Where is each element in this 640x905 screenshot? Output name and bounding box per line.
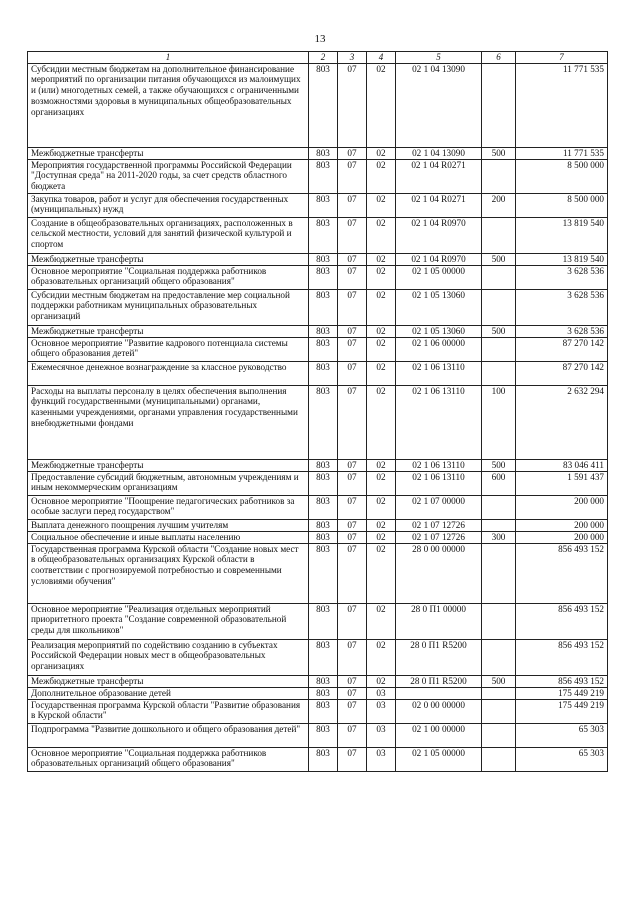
code-cell: 07 <box>338 217 367 253</box>
code-cell: 02 <box>367 63 396 147</box>
code-cell <box>482 337 516 361</box>
row-name-cell: Основное мероприятие "Поощрение педагогических работников за особые заслуги перед государством" <box>28 495 309 519</box>
row-name-cell: Социальное обеспечение и иные выплаты населению <box>28 531 309 543</box>
code-cell: 07 <box>338 531 367 543</box>
code-cell: 803 <box>309 253 338 265</box>
code-cell: 02 1 04 13090 <box>396 147 482 159</box>
code-cell: 02 <box>367 519 396 531</box>
code-cell <box>482 289 516 325</box>
amount-cell: 65 303 <box>516 747 608 771</box>
code-cell: 803 <box>309 603 338 639</box>
code-cell: 02 1 00 00000 <box>396 723 482 747</box>
amount-cell: 175 449 219 <box>516 699 608 723</box>
code-cell: 03 <box>367 723 396 747</box>
amount-cell: 856 493 152 <box>516 639 608 675</box>
amount-cell: 11 771 535 <box>516 147 608 159</box>
code-cell: 803 <box>309 459 338 471</box>
amount-cell: 8 500 000 <box>516 193 608 217</box>
code-cell: 03 <box>367 699 396 723</box>
amount-cell: 13 819 540 <box>516 253 608 265</box>
amount-cell: 83 046 411 <box>516 459 608 471</box>
code-cell: 02 <box>367 265 396 289</box>
code-cell: 02 1 05 00000 <box>396 747 482 771</box>
code-cell: 02 1 07 12726 <box>396 519 482 531</box>
code-cell: 803 <box>309 361 338 385</box>
table-row <box>28 495 608 519</box>
code-cell: 02 <box>367 253 396 265</box>
code-cell: 803 <box>309 147 338 159</box>
code-cell: 500 <box>482 253 516 265</box>
row-name-cell: Субсидии местным бюджетам на предоставление мер социальной поддержки работникам муниципальных образовательных организаций <box>28 289 309 325</box>
code-cell: 02 1 06 13110 <box>396 471 482 495</box>
row-name-cell: Основное мероприятие "Реализация отдельных мероприятий приоритетного проекта "Создание современной образовательной среды для школьников" <box>28 603 309 639</box>
code-cell: 02 <box>367 337 396 361</box>
row-name-cell: Межбюджетные трансферты <box>28 253 309 265</box>
code-cell <box>482 543 516 603</box>
code-cell: 02 1 05 13060 <box>396 289 482 325</box>
code-cell: 803 <box>309 495 338 519</box>
row-name-cell: Межбюджетные трансферты <box>28 147 309 159</box>
amount-cell: 3 628 536 <box>516 289 608 325</box>
code-cell: 02 <box>367 531 396 543</box>
row-name-cell: Государственная программа Курской области "Развитие образования в Курской области" <box>28 699 309 723</box>
amount-cell: 200 000 <box>516 495 608 519</box>
amount-cell: 3 628 536 <box>516 265 608 289</box>
code-cell: 02 0 00 00000 <box>396 699 482 723</box>
code-cell: 803 <box>309 543 338 603</box>
amount-cell: 2 632 294 <box>516 385 608 459</box>
code-cell: 02 <box>367 639 396 675</box>
code-cell <box>482 519 516 531</box>
row-name-cell: Выплата денежного поощрения лучшим учителям <box>28 519 309 531</box>
code-cell: 500 <box>482 325 516 337</box>
code-cell: 803 <box>309 193 338 217</box>
code-cell: 600 <box>482 471 516 495</box>
table-row <box>28 459 608 471</box>
code-cell: 02 <box>367 361 396 385</box>
code-cell: 02 <box>367 325 396 337</box>
code-cell: 07 <box>338 361 367 385</box>
code-cell: 02 <box>367 603 396 639</box>
code-cell: 100 <box>482 385 516 459</box>
code-cell: 02 <box>367 159 396 193</box>
code-cell <box>482 723 516 747</box>
table-row <box>28 471 608 495</box>
code-cell <box>482 687 516 699</box>
header-row <box>28 52 608 64</box>
code-cell: 803 <box>309 699 338 723</box>
code-cell: 02 1 04 13090 <box>396 63 482 147</box>
table-row <box>28 265 608 289</box>
table-row <box>28 687 608 699</box>
amount-cell: 1 591 437 <box>516 471 608 495</box>
code-cell: 07 <box>338 687 367 699</box>
code-cell: 03 <box>367 747 396 771</box>
row-name-cell: Межбюджетные трансферты <box>28 325 309 337</box>
code-cell: 02 <box>367 217 396 253</box>
code-cell: 07 <box>338 747 367 771</box>
row-name-cell: Межбюджетные трансферты <box>28 459 309 471</box>
code-cell: 803 <box>309 687 338 699</box>
code-cell: 02 1 06 13110 <box>396 459 482 471</box>
code-cell: 500 <box>482 147 516 159</box>
code-cell: 803 <box>309 675 338 687</box>
table-row <box>28 193 608 217</box>
amount-cell: 65 303 <box>516 723 608 747</box>
code-cell <box>482 63 516 147</box>
code-cell: 07 <box>338 159 367 193</box>
code-cell: 07 <box>338 723 367 747</box>
row-name-cell: Закупка товаров, работ и услуг для обеспечения государственных (муниципальных) нужд <box>28 193 309 217</box>
amount-cell: 13 819 540 <box>516 217 608 253</box>
code-cell: 28 0 00 00000 <box>396 543 482 603</box>
column-header: 5 <box>396 52 482 64</box>
code-cell: 803 <box>309 385 338 459</box>
code-cell: 02 <box>367 495 396 519</box>
code-cell: 02 1 06 13110 <box>396 361 482 385</box>
code-cell: 803 <box>309 519 338 531</box>
code-cell: 803 <box>309 63 338 147</box>
code-cell: 803 <box>309 289 338 325</box>
row-name-cell: Государственная программа Курской области "Создание новых мест в общеобразовательных организациях Курской области в соответствии с прогнозируемой потребностью и современными условиями обучения" <box>28 543 309 603</box>
table-row <box>28 639 608 675</box>
code-cell: 07 <box>338 519 367 531</box>
code-cell: 803 <box>309 325 338 337</box>
column-header: 2 <box>309 52 338 64</box>
row-name-cell: Основное мероприятие "Социальная поддержка работников образовательных организаций общего образования" <box>28 265 309 289</box>
row-name-cell: Субсидии местным бюджетам на дополнительное финансирование мероприятий по организации питания обучающихся из малоимущих и (или) многодетных семей, а также обучающихся с ограниченными возможностями здоровья в муниципальных общеобразовательных организациях <box>28 63 309 147</box>
amount-cell: 175 449 219 <box>516 687 608 699</box>
code-cell: 02 1 04 R0271 <box>396 159 482 193</box>
code-cell: 02 1 07 00000 <box>396 495 482 519</box>
table-row <box>28 385 608 459</box>
code-cell <box>482 699 516 723</box>
amount-cell: 856 493 152 <box>516 543 608 603</box>
code-cell: 200 <box>482 193 516 217</box>
table-row <box>28 723 608 747</box>
code-cell: 07 <box>338 253 367 265</box>
code-cell: 02 1 05 13060 <box>396 325 482 337</box>
table-row <box>28 147 608 159</box>
row-name-cell: Дополнительное образование детей <box>28 687 309 699</box>
code-cell <box>482 603 516 639</box>
code-cell: 07 <box>338 147 367 159</box>
code-cell <box>482 265 516 289</box>
code-cell: 07 <box>338 639 367 675</box>
table-row <box>28 337 608 361</box>
code-cell: 02 <box>367 147 396 159</box>
amount-cell: 87 270 142 <box>516 337 608 361</box>
column-header: 4 <box>367 52 396 64</box>
table-row <box>28 159 608 193</box>
code-cell: 07 <box>338 459 367 471</box>
code-cell: 07 <box>338 543 367 603</box>
code-cell: 28 0 П1 R5200 <box>396 639 482 675</box>
amount-cell: 200 000 <box>516 519 608 531</box>
code-cell: 07 <box>338 289 367 325</box>
code-cell: 02 1 04 R0970 <box>396 253 482 265</box>
code-cell: 07 <box>338 337 367 361</box>
table-row <box>28 531 608 543</box>
code-cell: 803 <box>309 265 338 289</box>
row-name-cell: Мероприятия государственной программы Российской Федерации "Доступная среда" на 2011-2020 годы, за счет средств областного бюджета <box>28 159 309 193</box>
table-row <box>28 289 608 325</box>
code-cell: 803 <box>309 217 338 253</box>
code-cell <box>482 217 516 253</box>
code-cell: 07 <box>338 385 367 459</box>
code-cell <box>482 361 516 385</box>
code-cell: 803 <box>309 723 338 747</box>
page-number: 13 <box>314 33 326 45</box>
code-cell: 07 <box>338 265 367 289</box>
row-name-cell: Межбюджетные трансферты <box>28 675 309 687</box>
code-cell: 02 <box>367 193 396 217</box>
code-cell: 28 0 П1 R5200 <box>396 675 482 687</box>
table-row <box>28 63 608 147</box>
code-cell: 02 <box>367 543 396 603</box>
column-header: 7 <box>516 52 608 64</box>
amount-cell: 200 000 <box>516 531 608 543</box>
code-cell: 500 <box>482 675 516 687</box>
table-row <box>28 253 608 265</box>
row-name-cell: Создание в общеобразовательных организациях, расположенных в сельской местности, условий для занятий физической культурой и спортом <box>28 217 309 253</box>
table-row <box>28 519 608 531</box>
code-cell: 07 <box>338 63 367 147</box>
amount-cell: 8 500 000 <box>516 159 608 193</box>
code-cell <box>396 687 482 699</box>
code-cell: 28 0 П1 00000 <box>396 603 482 639</box>
code-cell: 803 <box>309 159 338 193</box>
amount-cell: 11 771 535 <box>516 63 608 147</box>
code-cell: 02 <box>367 471 396 495</box>
code-cell: 02 <box>367 289 396 325</box>
code-cell: 803 <box>309 337 338 361</box>
table-row <box>28 747 608 771</box>
code-cell: 07 <box>338 325 367 337</box>
row-name-cell: Основное мероприятие "Социальная поддержка работников образовательных организаций общего образования" <box>28 747 309 771</box>
code-cell <box>482 747 516 771</box>
code-cell: 03 <box>367 687 396 699</box>
table-body <box>28 63 608 771</box>
code-cell: 07 <box>338 699 367 723</box>
code-cell: 02 1 06 00000 <box>396 337 482 361</box>
table-row <box>28 603 608 639</box>
code-cell <box>482 495 516 519</box>
amount-cell: 856 493 152 <box>516 603 608 639</box>
row-name-cell: Подпрограмма "Развитие дошкольного и общего образования детей" <box>28 723 309 747</box>
table-row <box>28 325 608 337</box>
table-row <box>28 217 608 253</box>
code-cell: 02 <box>367 385 396 459</box>
row-name-cell: Реализация мероприятий по содействию созданию в субъектах Российской Федерации новых мест в общеобразовательных организациях <box>28 639 309 675</box>
code-cell: 300 <box>482 531 516 543</box>
code-cell: 02 1 07 12726 <box>396 531 482 543</box>
code-cell: 02 <box>367 675 396 687</box>
code-cell <box>482 159 516 193</box>
code-cell: 02 1 04 R0970 <box>396 217 482 253</box>
amount-cell: 856 493 152 <box>516 675 608 687</box>
amount-cell: 87 270 142 <box>516 361 608 385</box>
code-cell: 07 <box>338 675 367 687</box>
code-cell: 02 1 05 00000 <box>396 265 482 289</box>
budget-table <box>27 51 608 772</box>
code-cell: 02 1 06 13110 <box>396 385 482 459</box>
table-row <box>28 361 608 385</box>
amount-cell: 3 628 536 <box>516 325 608 337</box>
table-row <box>28 699 608 723</box>
row-name-cell: Расходы на выплаты персоналу в целях обеспечения выполнения функций государственными (муниципальными) органами, казенными учреждениями, органами управления государственными внебюджетными фондами <box>28 385 309 459</box>
column-header: 6 <box>482 52 516 64</box>
code-cell <box>482 639 516 675</box>
code-cell: 07 <box>338 471 367 495</box>
row-name-cell: Основное мероприятие "Развитие кадрового потенциала системы общего образования детей" <box>28 337 309 361</box>
code-cell: 803 <box>309 747 338 771</box>
code-cell: 803 <box>309 639 338 675</box>
code-cell: 02 <box>367 459 396 471</box>
row-name-cell: Ежемесячное денежное вознаграждение за классное руководство <box>28 361 309 385</box>
table-row <box>28 675 608 687</box>
code-cell: 02 1 04 R0271 <box>396 193 482 217</box>
code-cell: 803 <box>309 531 338 543</box>
row-name-cell: Предоставление субсидий бюджетным, автономным учреждениям и иным некоммерческим организациям <box>28 471 309 495</box>
code-cell: 07 <box>338 603 367 639</box>
column-header: 1 <box>28 52 309 64</box>
code-cell: 07 <box>338 495 367 519</box>
code-cell: 803 <box>309 471 338 495</box>
table-row <box>28 543 608 603</box>
column-header: 3 <box>338 52 367 64</box>
code-cell: 07 <box>338 193 367 217</box>
code-cell: 500 <box>482 459 516 471</box>
